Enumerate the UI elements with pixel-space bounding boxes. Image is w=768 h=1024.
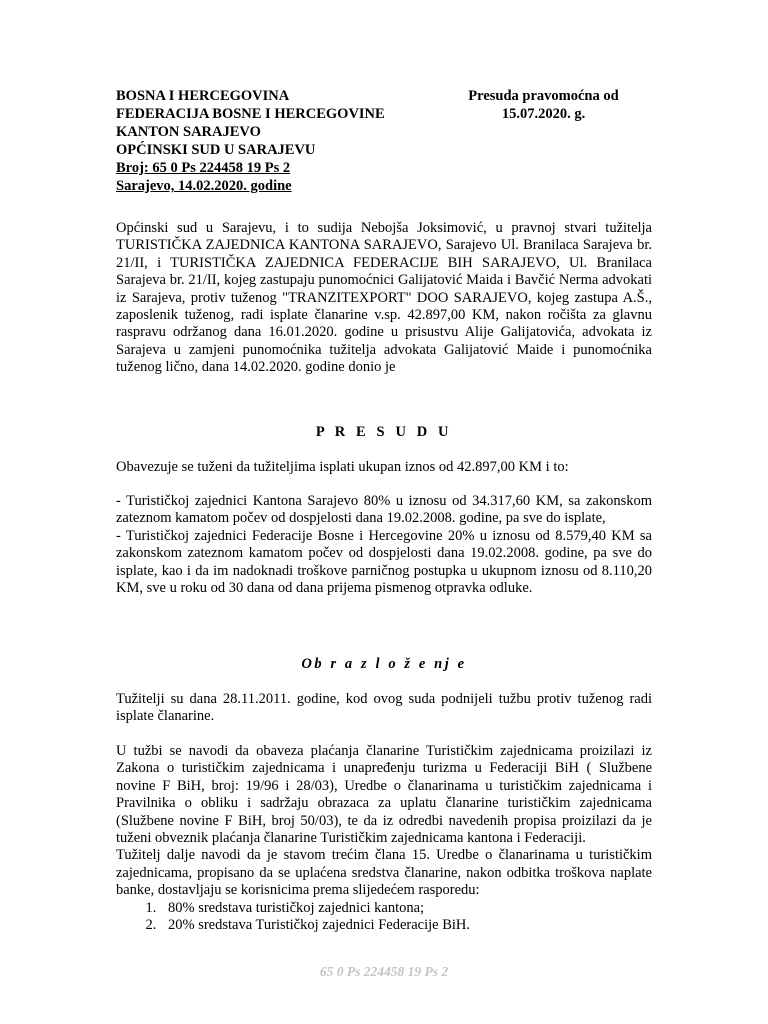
court-header: [116, 87, 385, 195]
header-line-court: OPĆINSKI SUD U SARAJEVU: [116, 142, 316, 158]
place-date: Sarajevo, 14.02.2020. godine: [116, 178, 292, 194]
verdict-finality-note: [461, 87, 626, 123]
distribution-list: [116, 900, 652, 935]
verdict-note-date: 15.07.2020. g.: [501, 106, 586, 122]
reasoning-paragraph-2: U tužbi se navodi da obaveza plaćanja članarine Turističkim zajednicama proizilazi iz Zakona o turističkim zajednicama i unapređenju turizma u Federaciji BiH ( Službene novine F BiH, broj: 19/96 i 28/03), Uredbe o članarinama u turističkim zajednicama i Pravilnika o obliku i sadržaju obrazaca za uplatu članarine turističkim zajednicama (Službene novine F BiH, broj 50/03), te da iz odredbi navedenih propisa proizilazi da je tuženi obveznik plaćanja članarine Turističkim zajednicama kantona i Federaciji.: [116, 743, 652, 847]
intro-paragraph-block: [116, 220, 652, 377]
page-footer-case-number: 65 0 Ps 224458 19 Ps 2: [319, 964, 449, 979]
ruling-items: [116, 493, 652, 597]
reasoning-paragraph-1: Tužitelji su dana 28.11.2011. godine, kod ovog suda podnijeli tužbu protiv tuženog radi isplate članarine.: [116, 691, 652, 725]
ruling-intro: Obavezuje se tuženi da tužiteljima isplati ukupan iznos od 42.897,00 KM i to:: [116, 459, 569, 475]
reasoning-p1-block: [116, 691, 652, 726]
reasoning-paragraph-3: Tužitelj dalje navodi da je stavom trećim člana 15. Uredbe o članarinama u turističkim zajednicama, propisano da se uplaćena sredstva članarine, nakon odbitka troškova naplate banke, dostavljaju se korisnicima prema slijedećem rasporedu:: [116, 847, 652, 899]
ruling-item-1: - Turističkoj zajednici Kantona Sarajevo 80% u iznosu od 34.317,60 KM, sa zakonskom zateznom kamatom počev od dospjelosti dana 19.02.2008. godine, pa sve do isplate,: [116, 493, 652, 527]
ruling-intro-block: [116, 459, 652, 476]
intro-paragraph: Općinski sud u Sarajevu, i to sudija Nebojša Joksimović, u pravnoj stvari tužitelja TURISTIČKA ZAJEDNICA KANTONA SARAJEVO, Sarajevo Ul. Branilaca Sarajeva br. 21/II, i TURISTIČKA ZAJEDNICA FEDERACIJE BIH SARAJEVO, Ul. Branilaca Sarajeva br. 21/II, kojeg zastupaju punomoćnici Galijatović Maida i Bavčić Nerma advokati iz Sarajeva, protiv tuženog "TRANZITEXPORT" DOO SARAJEVO, kojeg zastupa A.Š., zaposlenik tuženog, radi isplate članarine v.sp. 42.897,00 KM, nakon ročišta za glavnu raspravu održanog dana 16.01.2020. godine u prisustvu Alije Galijatovića, advokata iz Sarajeva u zamjeni punomoćnika tužitelja advokata Galijatović Maide i punomoćnika tuženog lično, dana 14.02.2020. godine donio je: [116, 220, 652, 376]
case-number: Broj: 65 0 Ps 224458 19 Ps 2: [116, 160, 291, 176]
reasoning-p2-block: [116, 743, 652, 934]
presudu-heading: P R E S U D U: [315, 424, 453, 440]
list-item: 1. 80% sredstava turističkoj zajednici kantona;: [160, 900, 652, 917]
header-line-country: BOSNA I HERCEGOVINA: [116, 88, 290, 104]
obrazlozenje-heading: Ob r a z l o ž e nj e: [301, 656, 467, 672]
header-line-federation: FEDERACIJA BOSNE I HERCEGOVINE: [116, 106, 385, 122]
ruling-item-2: - Turističkoj zajednici Federacije Bosne i Hercegovine 20% u iznosu od 8.579,40 KM sa zakonskom zateznom kamatom počev od dospjelosti dana 19.02.2008. godine, pa sve do isplate, kao i da im nadoknadi troškove parničnog postupka u ukupnom iznosu od 8.110,20 KM, sve u roku od 30 dana od dana prijema pismenog otpravka odluke.: [116, 527, 652, 597]
list-item: 2. 20% sredstava Turističkoj zajednici Federacije BiH.: [160, 917, 652, 934]
verdict-note-line1: Presuda pravomoćna od: [468, 88, 619, 104]
header-line-canton: KANTON SARAJEVO: [116, 124, 261, 140]
